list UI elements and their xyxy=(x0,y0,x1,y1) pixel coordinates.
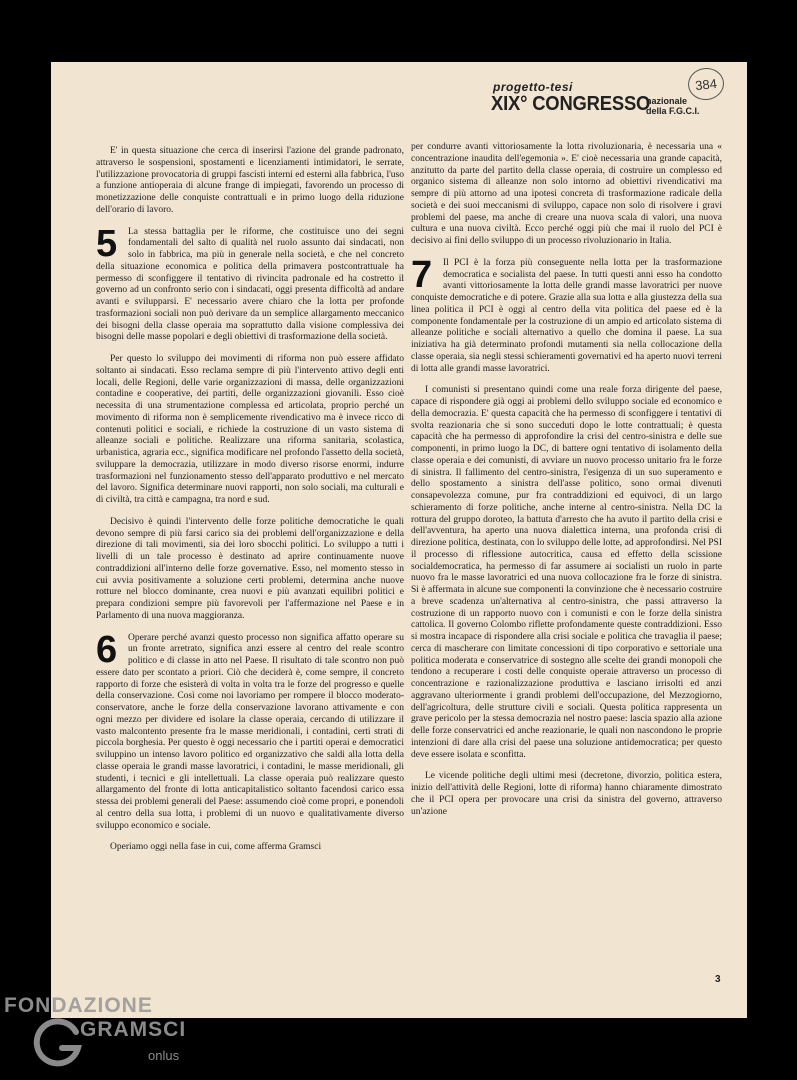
section-5-paragraph-2: Per questo lo sviluppo dei movimenti di riforma non può essere affidato soltanto ai sindacati. Esso reclama sempre di più l'intervento attivo degli enti locali, delle Regioni, delle varie organizzazioni di massa, delle organizzazioni contadine e cooperative, dei partiti, delle organizzazioni giovanili. Esso cioè necessita di una strumentazione complessa ed articolata, proprio perché un movimento di riforma non è semplicemente rivendicativo ma è invece ricco di contenuti politici e sociali, e richiede la costruzione di un vasto sistema di alleanze sociali e politiche. Realizzare una riforma sanitaria, scolastica, urbanistica, agraria ecc., significa modificare nel profondo l'assetto della società, sviluppare la democrazia, utilizzare in modo diverso risorse enormi, indurre trasformazioni nel funzionamento stesso dell'apparato produttivo e nel mercato del lavoro. Significa determinare nuovi rapporti, non solo sociali, ma culturali e di civiltà, tra città e campagna, tra nord e sud. xyxy=(96,354,404,505)
section-7 xyxy=(411,253,722,376)
left-column xyxy=(96,146,404,864)
section-6-paragraph-1: Operare perché avanzi questo processo non significa affatto operare su un fronte arretrato, significa anzi essere al centro del reale scontro politico e di classe in atto nel Paese. Il risultato di tale scontro non può essere dato per scontato a priori. Ciò che deciderà è, come sempre, il concreto rapporto di forze che esisterà di volta in volta tra le forze del progresso e quelle della conservazione. Così come noi lavoriamo per rompere il blocco moderato-conservatore, anche le forze della conservazione lavorano attivamente e con ogni mezzo per dividere ed isolare la classe operaia, cercando di utilizzare il vasto malcontento presente fra le masse meridionali, i contadini, certi strati di piccola borghesia. Per questo è oggi necessario che i partiti operai e democratici sviluppino un intenso lavoro politico ed organizzativo che saldi alla lotta della classe operaia le grandi masse lavoratrici, i contadini, le masse meridionali, gli studenti, i tecnici e gli intellettuali. La classe operaia può realizzare questo allargamento del fronte di lotta anticapitalistico soltanto facendosi carico essa stessa dei problemi generali del Paese: assumendo cioè come propri, e ponendoli al centro della sua lotta, i problemi di un nuovo e qualitativamente diverso sviluppo economico e sociale. xyxy=(96,632,404,831)
fondazione-gramsci-watermark xyxy=(4,994,204,1074)
section-7-paragraph-2: I comunisti si presentano quindi come una reale forza dirigente del paese, capace di rispondere già oggi ai problemi dello sviluppo sociale ed economico e della democrazia. E' questa capacità che ha permesso di sconfiggere i tentativi di svolta reazionaria che si sono succeduti dopo le lotte contrattuali; è questa capacità che ha permesso di approfondire la crisi del centro-sinistra e delle sue componenti, in primo luogo la DC, di battere ogni tentativo di isolamento della classe operaia e dei comunisti, di avviare un nuovo processo unitario fra le forze di sinistra. Il fallimento del centro-sinistra, l'esigenza di un suo superamento e dello spostamento a sinistra dell'asse politico, sono ormai divenuti consapevolezza comune, pur fra contraddizioni ed equivoci, di un largo schieramento di forze politiche, anche interne al centro-sinistra. Nella DC la rottura del gruppo doroteo, la battuta d'arresto che ha avuto il partito della crisi e dell'avventura, ha aperto una nuova dialettica interna, una profonda crisi di direzione politica, destinata, con lo sviluppo delle lotte, ad approfondirsi. Nel PSI il processo di riflessione autocritica, causa ed effetto della scissione socialdemocratica, ha permesso di far assumere ai socialisti un ruolo in parte nuovo fra le masse lavoratrici ed una nuova collocazione fra le forze di sinistra. Si è affermata in alcune sue componenti la convinzione che è necessario costruire a breve scadenza un'alternativa al centro-sinistra, che passi attraverso la costruzione di un rapporto nuovo con i comunisti e con le forze della sinistra cattolica. Il governo Colombo riflette profondamente queste contraddizioni. Esso si mostra incapace di rispondere alla crisi sociale e politica che travaglia il paese; cerca di mascherare con limitate concessioni di tipo corporativo e settoriale una politica moderata e conservatrice di sostegno alle scelte dei grandi monopoli che tendono a recuperare i costi delle conquiste operaie attraverso un processo di concentrazione e razionalizzazione produttiva e lasciano irrisolti ed anzi aggravano ulteriormente i grandi problemi dell'occupazione, del Mezzogiorno, dell'agricoltura, delle strutture civili e sociali. Questa politica rappresenta un grave pericolo per la stessa democrazia nel nostro paese: lascia spazio alla azione delle forze conservatrici ed anche reazionarie, le quali non nascondono le proprie intenzioni di dare alla crisi del paese una soluzione antidemocratica; per questo deve essere isolata e sconfitta. xyxy=(411,385,722,760)
section-number-7: 7 xyxy=(411,253,433,296)
watermark-line2: GRAMSCI xyxy=(80,1018,187,1041)
section-6 xyxy=(96,628,404,833)
masthead-subtitle-line2: della F.G.C.I. xyxy=(646,106,700,116)
watermark-line1: FONDAZIONE xyxy=(4,994,153,1017)
masthead xyxy=(491,80,701,126)
masthead-subtitle xyxy=(646,96,706,116)
section-5-paragraph-3: Decisivo è quindi l'intervento delle forze politiche democratiche le quali devono sempre di più farsi carico sia dei problemi dell'organizzazione e della direzione di tali movimenti, sia dei loro sbocchi politici. Lo sviluppo a tutti i livelli di un tale processo è destinato ad aprire continuamente nuove contraddizioni all'interno delle forze governative. Esso, nel momento stesso in cui avvia positivamente a soluzione certi problemi, determina anche nuove rotture nel blocco dominante, crea nuovi e più avanzati equilibri politici e prepara condizioni sempre più favorevoli per l'affermazione nel Paese e in Parlamento di una nuova maggioranza. xyxy=(96,516,404,621)
section-5-paragraph-1: La stessa battaglia per le riforme, che costituisce uno dei segni fondamentali del salto di qualità nel ruolo assunto dai sindacati, non solo in fabbrica, ma più in generale nella società, e che nel concreto della situazione economica e politica della primavera postcontrattuale ha permesso di sconfiggere il tentativo di rivincita padronale ed ha costretto il governo ad un confronto serio con i sindacati, oggi presenta difficoltà ad andare avanti e svilupparsi. E' necessario avere chiaro che la lotta per profonde trasformazioni sociali non può derivare da un semplice allargamento meccanico dei bisogni della classe operaia ma soprattutto dalla visione complessiva dei bisogni delle masse popolari e degli obiettivi di trasformazione della società. xyxy=(96,226,404,343)
section-number-6: 6 xyxy=(96,628,118,671)
section-6-paragraph-2: Operiamo oggi nella fase in cui, come afferma Gramsci xyxy=(110,842,322,853)
intro-paragraph: E' in questa situazione che cerca di inserirsi l'azione del grande padronato, attraverso le sospensioni, spostamenti e licenziamenti intimidatori, le serrate, l'utilizzazione provocatoria di gruppi fascisti interni ed esterni alla fabbrica, l'uso a funzione antioperaia di alcune frange di impiegati, favorendo un processo di monetizzazione delle conquiste contrattuali e in primo luogo della riduzione dell'orario di lavoro. xyxy=(96,146,404,215)
section-7-paragraph-3: Le vicende politiche degli ultimi mesi (decretone, divorzio, politica estera, inizio dell'attività delle Regioni, lotte di riforma) hanno chiaramente dimostrato che il PCI opera per provocare una crisi da sinistra del governo, attraverso un'azione xyxy=(411,771,722,817)
masthead-subtitle-line1: nazionale xyxy=(646,96,688,106)
document-page xyxy=(51,62,747,1018)
watermark-line3: onlus xyxy=(148,1048,180,1063)
section-5 xyxy=(96,222,404,345)
right-column xyxy=(411,142,722,828)
masthead-title: XIX° CONGRESSO xyxy=(491,93,651,115)
continuation-paragraph: per condurre avanti vittoriosamente la lotta rivoluzionaria, è necessaria una « concentrazione inaudita dell'egemonia ». E' cioè necessaria una grande capacità, anzitutto da parte del partito della classe operaia, di costruire un complesso ed organico sistema di alleanze non solo intorno ad obiettivi rivendicativi ma sempre di più attorno ad una ipotesi concreta di trasformazione radicale della società e dei suoi meccanismi di sviluppo, capace non solo di risolvere i gravi problemi del paese, ma anche di creare una nuova scala di valori, una nuova cultura e una nuova civiltà. Ecco perché oggi più che mai il ruolo del PCI è decisivo ai fini dello sviluppo di un processo rivoluzionario in Italia. xyxy=(411,142,722,246)
watermark-g-logo xyxy=(32,1018,84,1070)
section-7-paragraph-1: Il PCI è la forza più conseguente nella lotta per la trasformazione democratica e socialista del paese. In tutti questi anni esso ha condotto avanti vittoriosamente la lotta delle grandi masse lavoratrici per nuove conquiste democratiche e di potere. Grazie alla sua lotta e alla giustezza della sua linea politica il PCI è oggi al centro della vita politica del paese ed è la componente fondamentale per la costruzione di un ampio ed articolato sistema di alleanze politiche e sociali alternativo a quello che domina il paese. La sua iniziativa ha già determinato profondi mutamenti sia nella collocazione della classe operaia, sia negli stessi schieramenti governativi ed ha aperto nuovi terreni di lotta alle grandi masse lavoratrici. xyxy=(411,257,722,374)
page-number: 3 xyxy=(715,974,721,985)
masthead-kicker: progetto-tesi xyxy=(493,80,573,94)
section-number-5: 5 xyxy=(96,222,118,265)
archive-stamp: 384 xyxy=(686,66,725,102)
